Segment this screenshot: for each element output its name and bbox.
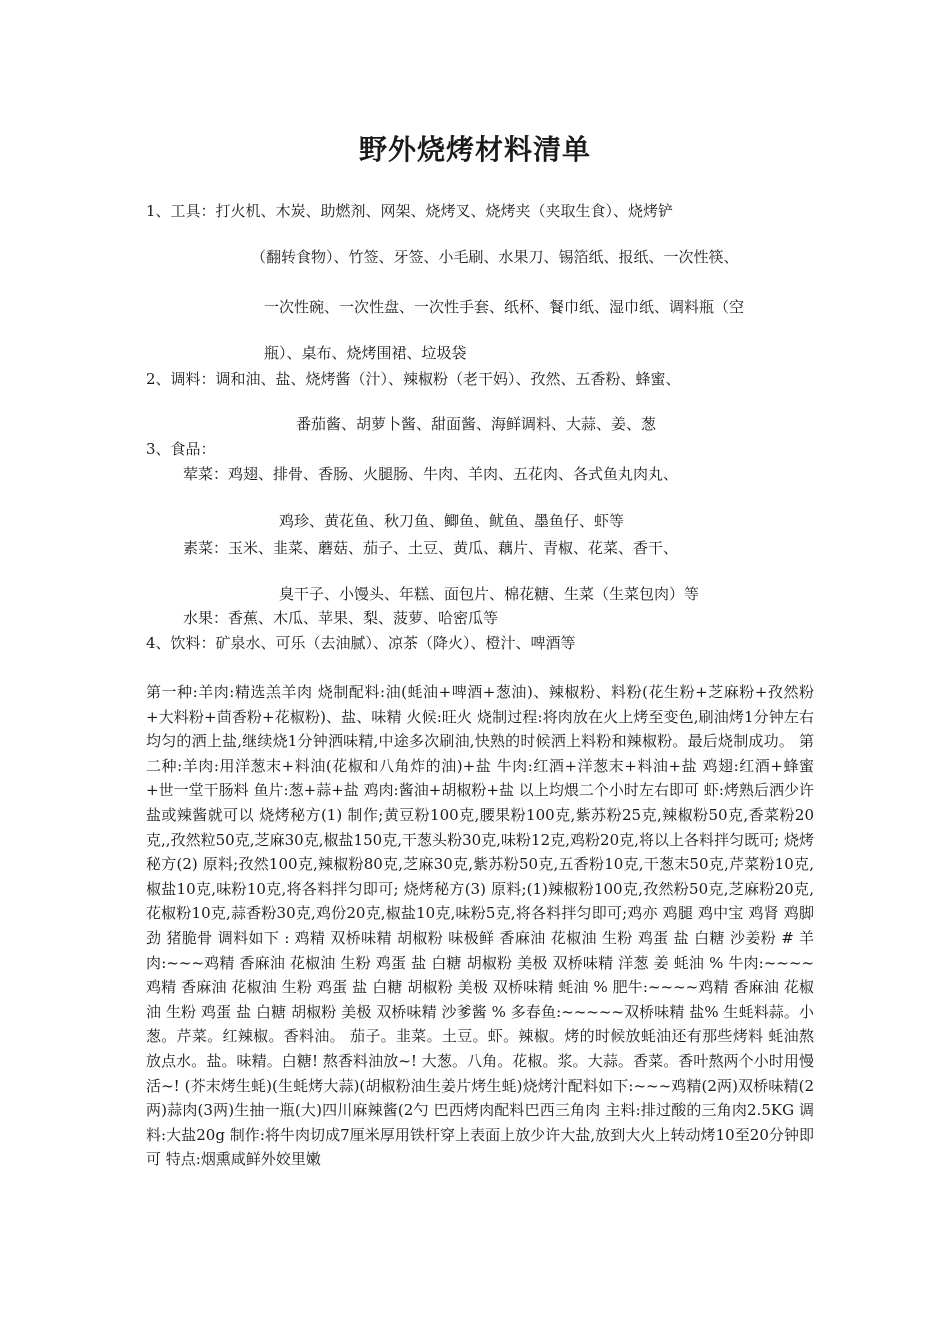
- seasonings-line-1: 2、调料：调和油、盐、烧烤酱（汁）、辣椒粉（老干妈）、孜然、五香粉、蜂蜜、: [146, 370, 681, 388]
- recipes-paragraph: 第一种:羊肉:精选羔羊肉 烧制配料:油(蚝油+啤酒+葱油)、辣椒粉、料粉(花生粉+芝麻粉+孜然粉+大料粉+茴香粉+花椒粉)、盐、味精 火候:旺火 烧制过程:将肉放在火上烤至变色,刷油烤1分钟左右均匀的洒上盐,继续烧1分钟洒味精,中途多次刷油,快熟的时候洒上料粉和辣椒粉。最后烧制成功。 第二种:羊肉:用洋葱末+料油(花椒和八角炸的油)+盐 牛肉:红酒+洋葱末+料油+盐 鸡翅:红酒+蜂蜜+世一堂干肠料 鱼片:葱+蒜+盐 鸡肉:酱油+胡椒粉+盐 以上均煨二个小时左右即可 虾:烤熟后洒少许盐或辣酱就可以 烧烤秘方(1) 制作;黄豆粉100克,腰果粉100克,紫苏粉25克,辣椒粉50克,香菜粉20克,,孜然粒50克,芝麻30克,椒盐150克,干葱头粉30克,味粉12克,鸡粉20克,将以上各料拌匀既可; 烧烤秘方(2) 原料;孜然100克,辣椒粉80克,芝麻30克,紫苏粉50克,五香粉10克,干葱末50克,芹菜粉10克,椒盐10克,味粉10克,将各料拌匀即可; 烧烤秘方(3) 原料;(1)辣椒粉100克,孜然粉50克,芝麻粉20克,花椒粉10克,蒜香粉30克,鸡份20克,椒盐10克,味粉5克,将各料拌匀即可;鸡亦 鸡腿 鸡中宝 鸡肾 鸡脚劲 猪脆骨 调料如下 : 鸡精 双桥味精 胡椒粉 味极鲜 香麻油 花椒油 生粉 鸡蛋 盐 白糖 沙姜粉 # 羊肉:~~~鸡精 香麻油 花椒油 生粉 鸡蛋 盐 白糖 胡椒粉 美极 双桥味精 洋葱 姜 蚝油 % 牛肉:~~~~鸡精 香麻油 花椒油 生粉 鸡蛋 盐 白糖 胡椒粉 美极 双桥味精 蚝油 % 肥牛:~~~~鸡精 香麻油 花椒油 生粉 鸡蛋 盐 白糖 胡椒粉 美极 双桥味精 沙爹酱 % 多春鱼:~~~~~双桥味精 盐% 生蚝料蒜。小葱。芹菜。红辣椒。香料油。 茄子。韭菜。土豆。虾。辣椒。烤的时候放蚝油还有那些烤料 蚝油熬放点水。盐。味精。白糖! 熬香料油放~! 大葱。八角。花椒。浆。大蒜。香菜。香叶熬两个小时用慢活~! (芥末烤生蚝)(生蚝烤大蒜)(胡椒粉油生姜片烤生蚝)烧烤汁配料如下:~~~鸡精(2两)双桥味精(2两)蒜肉(3两)生抽一瓶(大)四川麻辣酱(2勺 巴西烤肉配料巴西三角肉 主料:排过酸的三角肉2.5KG 调料:大盐20g 制作:将牛肉切成7厘米厚用铁杆穿上表面上放少许大盐,放到大火上转动烤10至20分钟即可 特点:烟熏咸鲜外姣里嫩: [146, 683, 814, 1169]
- document-title: 野外烧烤材料清单: [358, 133, 591, 166]
- food-meat-line-2: 鸡珍、黄花鱼、秋刀鱼、鲫鱼、鱿鱼、墨鱼仔、虾等: [279, 512, 625, 530]
- food-heading: 3、食品：: [146, 440, 216, 458]
- food-fruit-line: 水果：香蕉、木瓜、苹果、梨、菠萝、哈密瓜等: [183, 609, 499, 627]
- food-veg-line-2: 臭干子、小馒头、年糕、面包片、棉花糖、生菜（生菜包肉）等: [279, 585, 700, 603]
- tools-line-4: 瓶）、桌布、烧烤围裙、垃圾袋: [264, 344, 467, 362]
- tools-line-3: 一次性碗、一次性盘、一次性手套、纸杯、餐巾纸、湿巾纸、调料瓶（空: [264, 298, 745, 316]
- food-veg-line-1: 素菜：玉米、韭菜、蘑菇、茄子、土豆、黄瓜、藕片、青椒、花菜、香干、: [183, 539, 679, 557]
- tools-line-2: （翻转食物）、竹签、牙签、小毛刷、水果刀、锡箔纸、报纸、一次性筷、: [251, 248, 739, 266]
- seasonings-line-2: 番茄酱、胡萝卜酱、甜面酱、海鲜调料、大蒜、姜、葱: [296, 415, 657, 433]
- drinks-line: 4、饮料：矿泉水、可乐（去油腻）、凉茶（降火）、橙汁、啤酒等: [146, 634, 576, 652]
- food-meat-line-1: 荤菜：鸡翅、排骨、香肠、火腿肠、牛肉、羊肉、五花肉、各式鱼丸肉丸、: [183, 465, 679, 483]
- tools-line-1: 1、工具：打火机、木炭、助燃剂、网架、烧烤叉、烧烤夹（夹取生食）、烧烤铲: [146, 202, 674, 220]
